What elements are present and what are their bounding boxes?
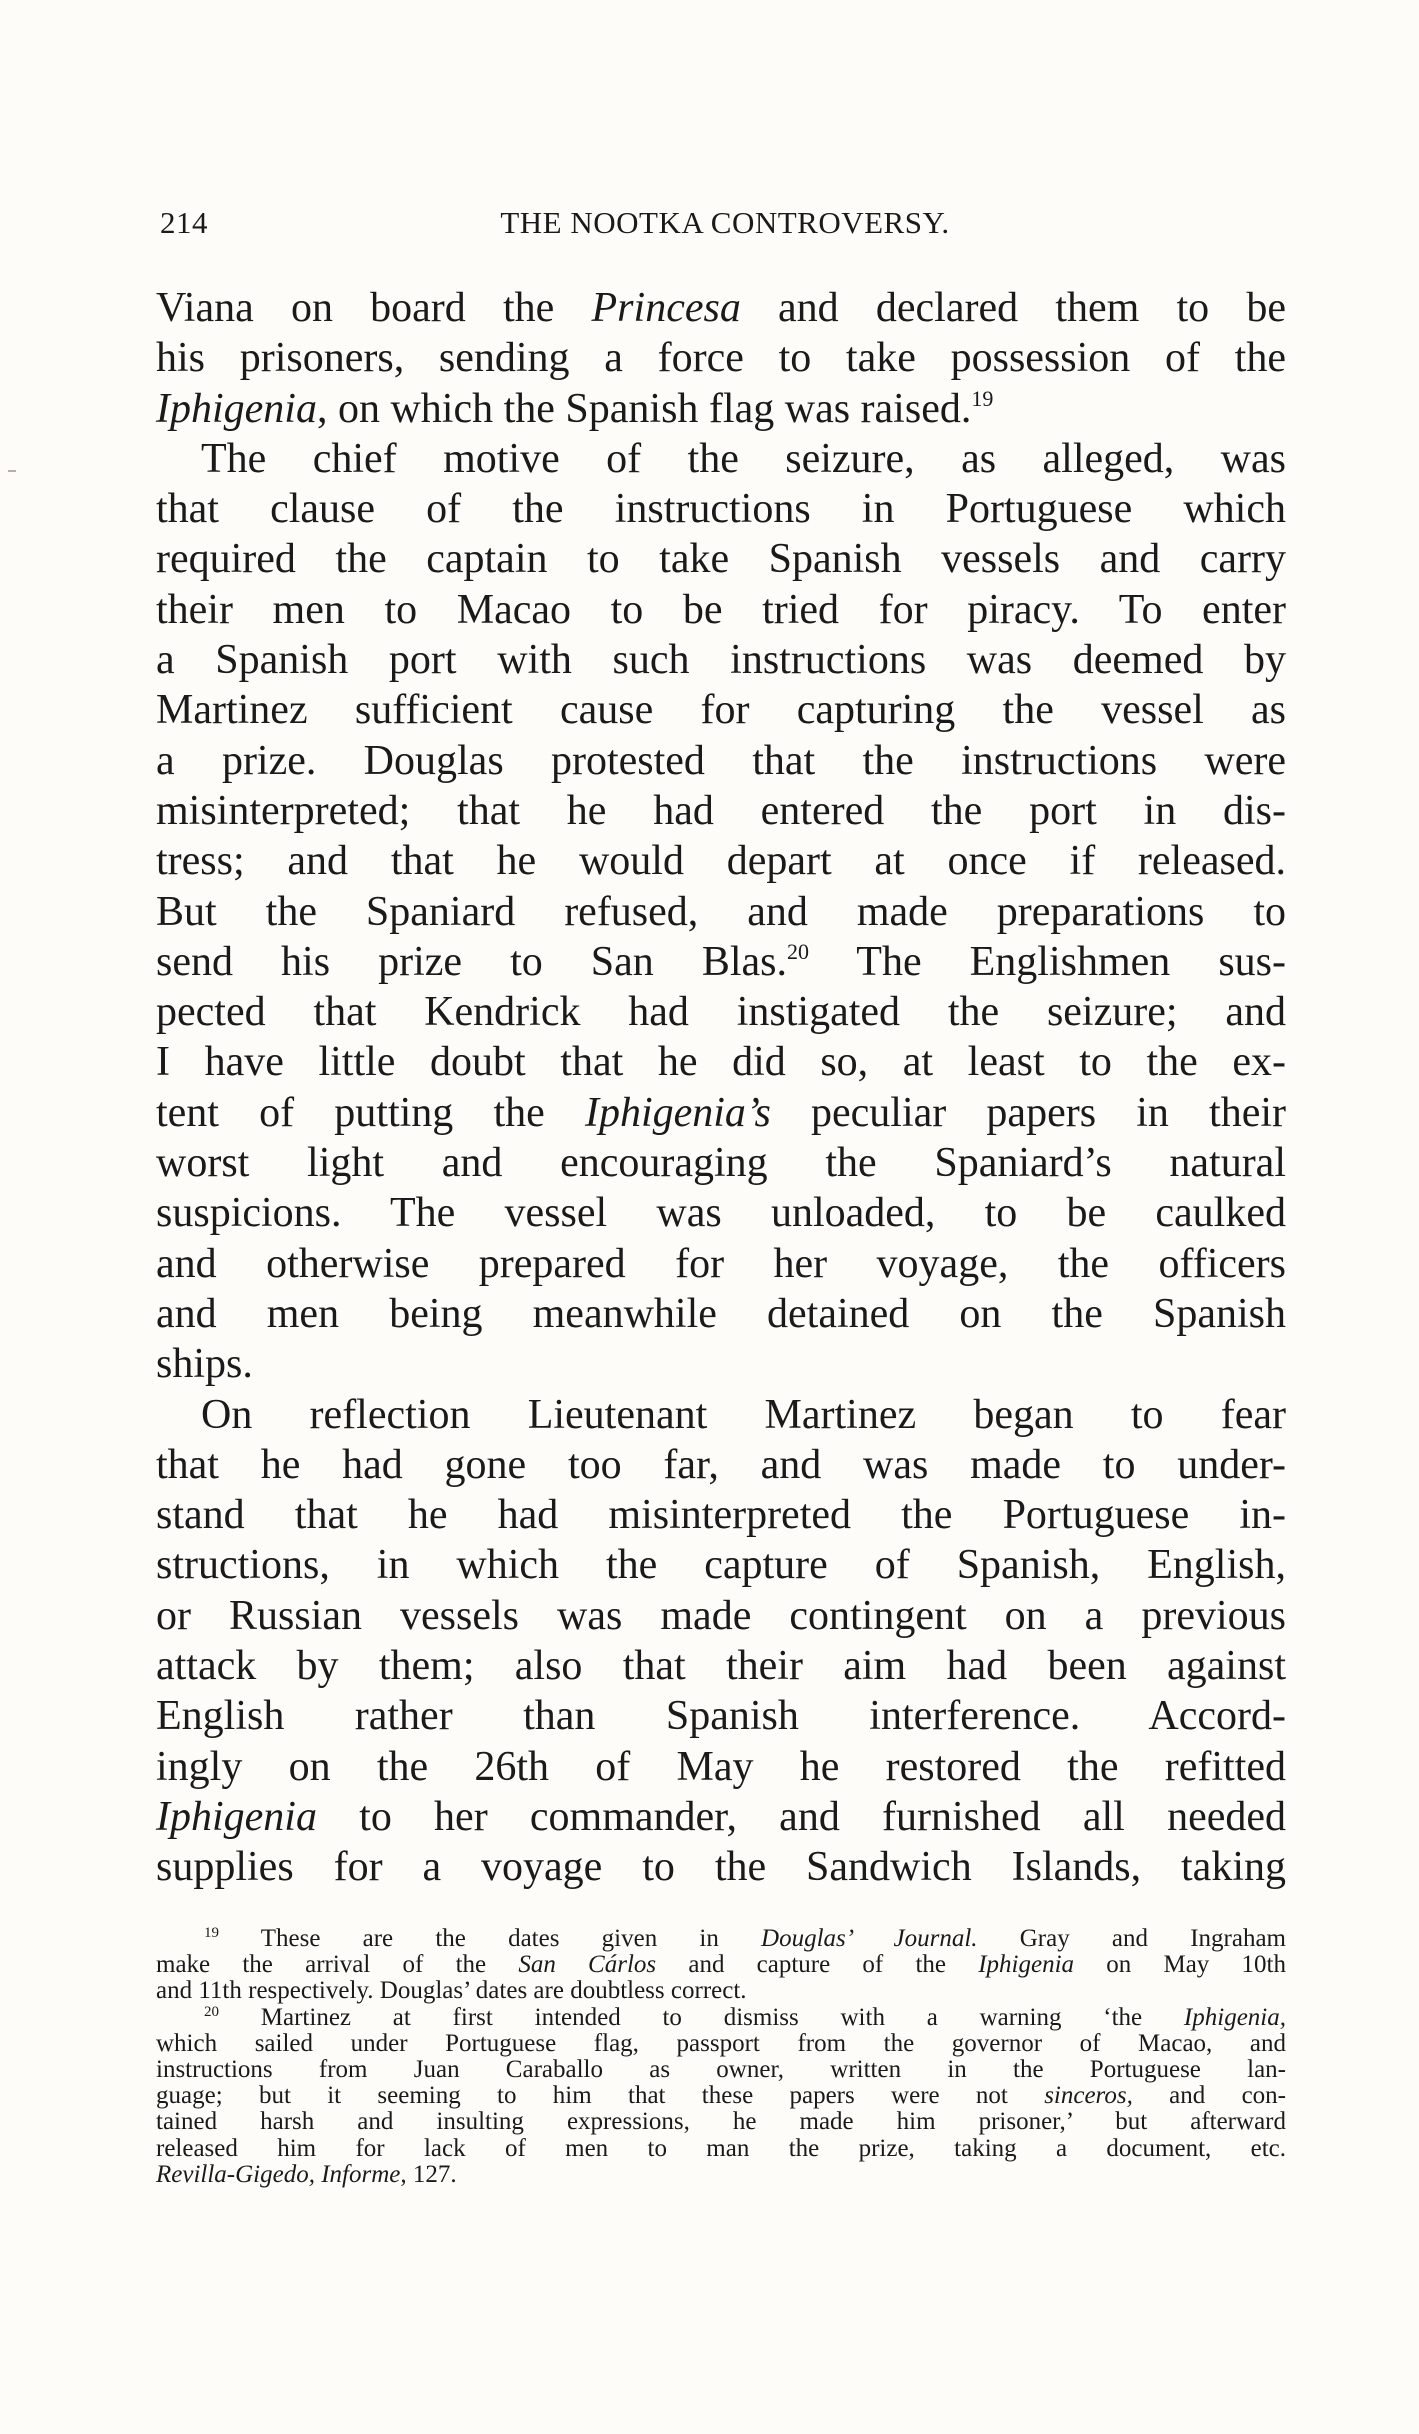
ship-name: Princesa: [591, 285, 741, 331]
text-line: and otherwise prepared for her voyage, the officers: [156, 1240, 1286, 1287]
footnote-line: $^{19}$ These are the dates given in Douglas’ Journal. Gray and Ingraham: [204, 1925, 1286, 1952]
footnote-line: Revilla-Gigedo, Informe, 127.: [156, 2160, 457, 2188]
footnote-line: and 11th respectively. Douglas’ dates are doubtless correct.: [156, 1977, 747, 2005]
text-line: structions, in which the capture of Spanish, English,: [156, 1542, 1286, 1589]
ship-name: Iphigenia: [156, 385, 317, 432]
footnote-ref: 20: [787, 938, 809, 964]
ship-name: Iphigenia: [156, 1793, 317, 1840]
body-text: [156, 283, 1286, 1893]
footnote-ref: 19: [971, 385, 994, 411]
text-line: that he had gone too far, and was made to under-: [156, 1441, 1286, 1488]
footnotes: [156, 1926, 1286, 2188]
text-line: ships.: [156, 1341, 253, 1388]
text-line: send his prize to San Blas.$^{20}$ The Englishmen sus-: [156, 938, 1286, 985]
text-line: pected that Kendrick had instigated the seizure; and: [156, 989, 1286, 1036]
footnote-line: guage; but it seeming to him that these papers were not sinceros, and con-: [156, 2082, 1286, 2110]
margin-mark: [8, 470, 16, 472]
footnote-line: instructions from Juan Caraballo as owner, written in the Portuguese lan-: [156, 2055, 1286, 2083]
running-header: [160, 205, 1290, 255]
text-line: supplies for a voyage to the Sandwich Islands, taking: [156, 1844, 1286, 1891]
text-line: required the captain to take Spanish vessels and carry: [156, 536, 1286, 583]
text-line: tent of putting the Iphigenia’s peculiar papers in their: [156, 1089, 1286, 1136]
text-line: misinterpreted; that he had entered the port in dis-: [156, 787, 1286, 834]
text-line: English rather than Spanish interference. Accord-: [156, 1693, 1286, 1740]
text-line: a prize. Douglas protested that the instructions were: [156, 737, 1286, 784]
text-line: The chief motive of the seizure, as alleged, was: [201, 435, 1286, 482]
text-line: that clause of the instructions in Portuguese which: [156, 486, 1286, 533]
text-line: and men being meanwhile detained on the Spanish: [156, 1290, 1286, 1337]
footnote-number: 19: [204, 1925, 219, 1941]
text-line: or Russian vessels was made contingent on a previous: [156, 1592, 1286, 1639]
text-line: Iphigenia to her commander, and furnished all needed: [156, 1793, 1286, 1840]
page-number: 214: [160, 205, 208, 240]
text-line: I have little doubt that he did so, at least to the ex-: [156, 1039, 1286, 1086]
text-line: a Spanish port with such instructions was deemed by: [156, 637, 1286, 684]
text-line: their men to Macao to be tried for piracy. To enter: [156, 586, 1286, 633]
text-line: ingly on the 26th of May he restored the refitted: [156, 1743, 1286, 1790]
footnote-number: 20: [204, 2003, 219, 2020]
running-title: THE NOOTKA CONTROVERSY.: [500, 205, 950, 240]
text-line: But the Spaniard refused, and made preparations to: [156, 888, 1286, 935]
text-line: suspicions. The vessel was unloaded, to be caulked: [156, 1190, 1286, 1237]
text-line: stand that he had misinterpreted the Portuguese in-: [156, 1492, 1286, 1539]
text-line: tress; and that he would depart at once if released.: [156, 838, 1286, 885]
footnote-line: $^{20}$ Martinez at first intended to dismiss with a warning ‘the Iphigenia,: [204, 2003, 1286, 2031]
text-line: worst light and encouraging the Spaniard’s natural: [156, 1140, 1286, 1187]
text-line: his prisoners, sending a force to take possession of the: [156, 335, 1286, 382]
text-line: Martinez sufficient cause for capturing the vessel as: [156, 687, 1286, 734]
text-line: Iphigenia, on which the Spanish flag was raised.$^{19}$: [156, 385, 994, 432]
footnote-line: tained harsh and insulting expressions, he made him prisoner,’ but afterward: [156, 2108, 1286, 2136]
text-line: Viana on board the Princesa and declared them to be: [156, 285, 1287, 331]
text-line: On reflection Lieutenant Martinez began to fear: [201, 1391, 1286, 1438]
footnote-line: make the arrival of the San Cárlos and capture of the Iphigenia on May 10th: [156, 1951, 1286, 1979]
footnote-line: released him for lack of men to man the prize, taking a document, etc.: [156, 2134, 1286, 2162]
text-line: attack by them; also that their aim had been against: [156, 1643, 1286, 1690]
footnote-line: which sailed under Portuguese flag, passport from the governor of Macao, and: [156, 2029, 1286, 2057]
ship-name: Iphigenia’s: [584, 1089, 771, 1136]
